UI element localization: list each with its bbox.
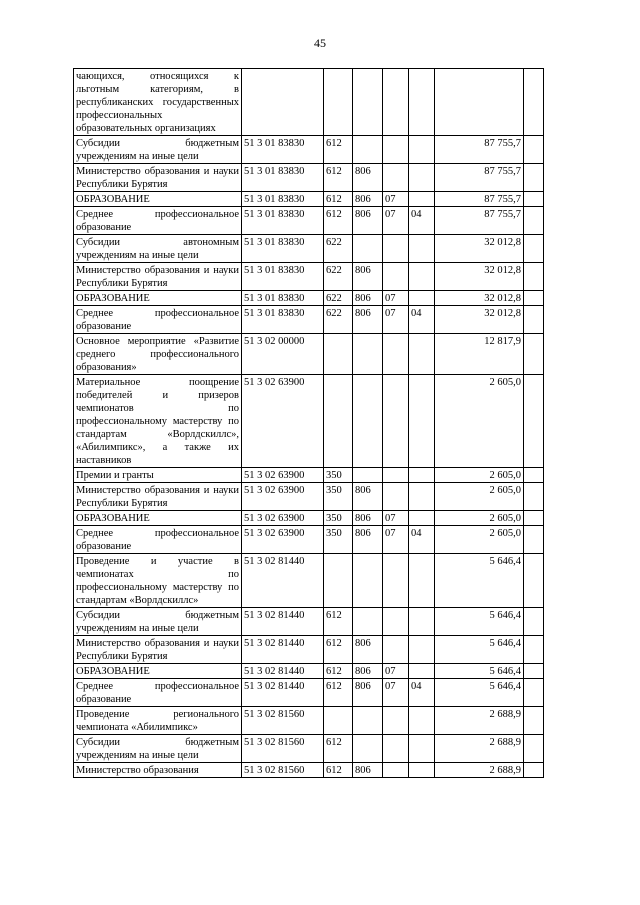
- cell-expense-type: 612: [324, 679, 353, 707]
- cell-name: Премии и гранты: [74, 468, 242, 483]
- cell-name: Министерство образования и науки Республики Бурятия: [74, 636, 242, 664]
- cell-empty: [524, 136, 544, 164]
- cell-name: Субсидии бюджетным учреждениям на иные цели: [74, 735, 242, 763]
- cell-target-code: 51 3 02 63900: [242, 468, 324, 483]
- cell-subsection: 04: [409, 526, 435, 554]
- cell-amount: 2 688,9: [435, 707, 524, 735]
- cell-amount: 87 755,7: [435, 207, 524, 235]
- table-row: [74, 679, 544, 707]
- cell-section: [383, 707, 409, 735]
- cell-expense-type: 350: [324, 483, 353, 511]
- cell-target-code: 51 3 02 63900: [242, 375, 324, 468]
- cell-section: 07: [383, 664, 409, 679]
- cell-amount: 2 688,9: [435, 763, 524, 778]
- table-row: [74, 526, 544, 554]
- table-row: [74, 511, 544, 526]
- cell-target-code: 51 3 02 81560: [242, 735, 324, 763]
- cell-ministry-code: [353, 69, 383, 136]
- table-row: [74, 468, 544, 483]
- cell-ministry-code: 806: [353, 263, 383, 291]
- cell-section: [383, 263, 409, 291]
- cell-name: Субсидии бюджетным учреждениям на иные цели: [74, 608, 242, 636]
- cell-subsection: [409, 69, 435, 136]
- cell-subsection: [409, 375, 435, 468]
- table-row: [74, 136, 544, 164]
- cell-section: [383, 554, 409, 608]
- cell-target-code: 51 3 02 81440: [242, 554, 324, 608]
- cell-subsection: [409, 636, 435, 664]
- cell-expense-type: [324, 334, 353, 375]
- cell-target-code: 51 3 01 83830: [242, 291, 324, 306]
- cell-section: [383, 763, 409, 778]
- cell-section: [383, 375, 409, 468]
- cell-empty: [524, 207, 544, 235]
- cell-subsection: [409, 707, 435, 735]
- cell-target-code: 51 3 01 83830: [242, 164, 324, 192]
- cell-empty: [524, 164, 544, 192]
- table-row: [74, 707, 544, 735]
- cell-expense-type: 350: [324, 511, 353, 526]
- cell-name: Материальное поощрение победителей и призеров чемпионатов по профессиональному мастерству по стандартам «Ворлдскиллс», «Абилимпикс», а также их наставников: [74, 375, 242, 468]
- cell-subsection: [409, 608, 435, 636]
- cell-empty: [524, 291, 544, 306]
- cell-amount: 32 012,8: [435, 291, 524, 306]
- cell-expense-type: 612: [324, 164, 353, 192]
- cell-empty: [524, 375, 544, 468]
- cell-subsection: [409, 291, 435, 306]
- cell-subsection: [409, 263, 435, 291]
- cell-empty: [524, 707, 544, 735]
- cell-amount: 5 646,4: [435, 608, 524, 636]
- cell-empty: [524, 608, 544, 636]
- cell-section: [383, 69, 409, 136]
- cell-expense-type: [324, 707, 353, 735]
- cell-target-code: 51 3 02 63900: [242, 511, 324, 526]
- table-row: [74, 69, 544, 136]
- cell-name: ОБРАЗОВАНИЕ: [74, 291, 242, 306]
- cell-section: 07: [383, 306, 409, 334]
- cell-name: Министерство образования: [74, 763, 242, 778]
- cell-amount: 12 817,9: [435, 334, 524, 375]
- cell-expense-type: 622: [324, 306, 353, 334]
- cell-amount: [435, 69, 524, 136]
- cell-subsection: [409, 334, 435, 375]
- cell-subsection: [409, 136, 435, 164]
- cell-name: Субсидии автономным учреждениям на иные цели: [74, 235, 242, 263]
- cell-target-code: 51 3 01 83830: [242, 306, 324, 334]
- cell-expense-type: 622: [324, 235, 353, 263]
- table-row: [74, 235, 544, 263]
- cell-ministry-code: 806: [353, 679, 383, 707]
- cell-amount: 87 755,7: [435, 192, 524, 207]
- cell-section: [383, 468, 409, 483]
- cell-subsection: [409, 235, 435, 263]
- cell-section: 07: [383, 526, 409, 554]
- cell-amount: 2 605,0: [435, 468, 524, 483]
- cell-expense-type: 612: [324, 192, 353, 207]
- cell-target-code: 51 3 02 81440: [242, 664, 324, 679]
- table-row: [74, 554, 544, 608]
- cell-amount: 5 646,4: [435, 664, 524, 679]
- table-row: [74, 375, 544, 468]
- cell-amount: 32 012,8: [435, 306, 524, 334]
- cell-empty: [524, 636, 544, 664]
- cell-section: [383, 235, 409, 263]
- cell-empty: [524, 69, 544, 136]
- cell-target-code: 51 3 01 83830: [242, 207, 324, 235]
- cell-subsection: [409, 763, 435, 778]
- table-row: [74, 291, 544, 306]
- cell-section: 07: [383, 207, 409, 235]
- cell-name: ОБРАЗОВАНИЕ: [74, 664, 242, 679]
- cell-empty: [524, 468, 544, 483]
- cell-subsection: [409, 483, 435, 511]
- cell-target-code: 51 3 02 81440: [242, 608, 324, 636]
- cell-amount: 2 605,0: [435, 526, 524, 554]
- cell-expense-type: [324, 554, 353, 608]
- cell-section: [383, 334, 409, 375]
- cell-subsection: 04: [409, 306, 435, 334]
- cell-expense-type: 350: [324, 526, 353, 554]
- table-row: [74, 334, 544, 375]
- cell-empty: [524, 526, 544, 554]
- cell-ministry-code: [353, 735, 383, 763]
- table-row: [74, 164, 544, 192]
- cell-empty: [524, 679, 544, 707]
- cell-target-code: 51 3 02 81440: [242, 679, 324, 707]
- cell-empty: [524, 235, 544, 263]
- cell-name: ОБРАЗОВАНИЕ: [74, 192, 242, 207]
- cell-section: [383, 735, 409, 763]
- cell-ministry-code: 806: [353, 664, 383, 679]
- cell-amount: 2 605,0: [435, 511, 524, 526]
- cell-section: [383, 483, 409, 511]
- cell-amount: 2 605,0: [435, 483, 524, 511]
- cell-name: Проведение и участие в чемпионатах по профессиональному мастерству по стандартам «Ворлдскиллс»: [74, 554, 242, 608]
- cell-ministry-code: 806: [353, 306, 383, 334]
- cell-ministry-code: 806: [353, 291, 383, 306]
- cell-subsection: [409, 664, 435, 679]
- cell-ministry-code: [353, 608, 383, 636]
- page-number: 45: [314, 36, 326, 50]
- cell-expense-type: 612: [324, 763, 353, 778]
- cell-name: Министерство образования и науки Республики Бурятия: [74, 164, 242, 192]
- cell-name: чающихся, относящихся к льготным категориям, в республиканских государственных профессиональных образовательных организациях: [74, 69, 242, 136]
- cell-target-code: 51 3 02 81560: [242, 707, 324, 735]
- cell-empty: [524, 192, 544, 207]
- cell-target-code: 51 3 02 63900: [242, 526, 324, 554]
- cell-ministry-code: 806: [353, 164, 383, 192]
- cell-target-code: [242, 69, 324, 136]
- cell-empty: [524, 306, 544, 334]
- cell-target-code: 51 3 01 83830: [242, 235, 324, 263]
- cell-ministry-code: 806: [353, 192, 383, 207]
- cell-ministry-code: [353, 235, 383, 263]
- cell-amount: 5 646,4: [435, 636, 524, 664]
- cell-empty: [524, 334, 544, 375]
- cell-name: Основное мероприятие «Развитие среднего профессионального образования»: [74, 334, 242, 375]
- cell-section: [383, 136, 409, 164]
- cell-empty: [524, 263, 544, 291]
- cell-expense-type: 612: [324, 664, 353, 679]
- cell-expense-type: 622: [324, 263, 353, 291]
- cell-ministry-code: [353, 375, 383, 468]
- cell-amount: 87 755,7: [435, 164, 524, 192]
- table-row: [74, 207, 544, 235]
- table-row: [74, 664, 544, 679]
- cell-ministry-code: 806: [353, 511, 383, 526]
- cell-amount: 87 755,7: [435, 136, 524, 164]
- cell-name: Министерство образования и науки Республики Бурятия: [74, 483, 242, 511]
- cell-expense-type: 612: [324, 136, 353, 164]
- cell-section: [383, 608, 409, 636]
- cell-expense-type: 612: [324, 207, 353, 235]
- cell-target-code: 51 3 01 83830: [242, 192, 324, 207]
- budget-table: [73, 68, 544, 778]
- cell-empty: [524, 554, 544, 608]
- cell-ministry-code: [353, 707, 383, 735]
- cell-empty: [524, 511, 544, 526]
- cell-ministry-code: 806: [353, 636, 383, 664]
- cell-subsection: 04: [409, 207, 435, 235]
- cell-amount: 32 012,8: [435, 263, 524, 291]
- cell-section: [383, 164, 409, 192]
- cell-name: ОБРАЗОВАНИЕ: [74, 511, 242, 526]
- cell-expense-type: [324, 69, 353, 136]
- cell-ministry-code: 806: [353, 763, 383, 778]
- cell-section: 07: [383, 679, 409, 707]
- table-body: [74, 69, 544, 778]
- cell-subsection: [409, 468, 435, 483]
- cell-empty: [524, 763, 544, 778]
- table-row: [74, 608, 544, 636]
- cell-empty: [524, 735, 544, 763]
- cell-ministry-code: [353, 136, 383, 164]
- cell-amount: 2 605,0: [435, 375, 524, 468]
- cell-name: Среднее профессиональное образование: [74, 306, 242, 334]
- cell-expense-type: [324, 375, 353, 468]
- cell-expense-type: 612: [324, 735, 353, 763]
- cell-target-code: 51 3 02 00000: [242, 334, 324, 375]
- cell-amount: 5 646,4: [435, 679, 524, 707]
- cell-subsection: [409, 164, 435, 192]
- cell-section: 07: [383, 192, 409, 207]
- cell-subsection: [409, 511, 435, 526]
- cell-section: 07: [383, 291, 409, 306]
- table-row: [74, 636, 544, 664]
- cell-target-code: 51 3 01 83830: [242, 136, 324, 164]
- cell-ministry-code: 806: [353, 207, 383, 235]
- cell-ministry-code: 806: [353, 526, 383, 554]
- cell-empty: [524, 483, 544, 511]
- cell-target-code: 51 3 01 83830: [242, 263, 324, 291]
- cell-section: 07: [383, 511, 409, 526]
- cell-name: Среднее профессиональное образование: [74, 526, 242, 554]
- cell-ministry-code: [353, 468, 383, 483]
- table-row: [74, 263, 544, 291]
- cell-subsection: [409, 735, 435, 763]
- cell-name: Среднее профессиональное образование: [74, 207, 242, 235]
- cell-amount: 2 688,9: [435, 735, 524, 763]
- cell-target-code: 51 3 02 81560: [242, 763, 324, 778]
- cell-amount: 5 646,4: [435, 554, 524, 608]
- cell-section: [383, 636, 409, 664]
- cell-ministry-code: [353, 554, 383, 608]
- cell-expense-type: 612: [324, 636, 353, 664]
- cell-expense-type: 350: [324, 468, 353, 483]
- table-row: [74, 763, 544, 778]
- cell-subsection: 04: [409, 679, 435, 707]
- cell-name: Министерство образования и науки Республики Бурятия: [74, 263, 242, 291]
- cell-subsection: [409, 192, 435, 207]
- cell-ministry-code: 806: [353, 483, 383, 511]
- cell-name: Среднее профессиональное образование: [74, 679, 242, 707]
- cell-name: Субсидии бюджетным учреждениям на иные цели: [74, 136, 242, 164]
- cell-target-code: 51 3 02 63900: [242, 483, 324, 511]
- cell-subsection: [409, 554, 435, 608]
- cell-expense-type: 622: [324, 291, 353, 306]
- cell-target-code: 51 3 02 81440: [242, 636, 324, 664]
- cell-amount: 32 012,8: [435, 235, 524, 263]
- cell-expense-type: 612: [324, 608, 353, 636]
- cell-empty: [524, 664, 544, 679]
- table-row: [74, 735, 544, 763]
- cell-ministry-code: [353, 334, 383, 375]
- table-row: [74, 192, 544, 207]
- table-row: [74, 483, 544, 511]
- cell-name: Проведение регионального чемпионата «Абилимпикс»: [74, 707, 242, 735]
- table-row: [74, 306, 544, 334]
